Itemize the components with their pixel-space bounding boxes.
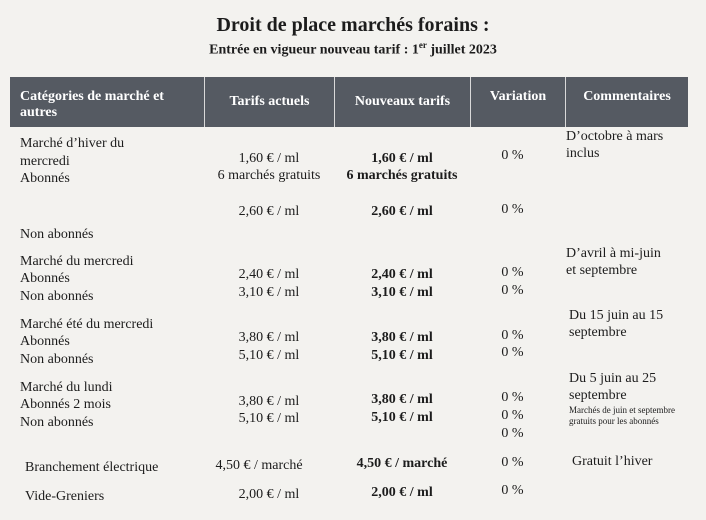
cat-hiver-line2: mercredi xyxy=(20,154,70,169)
cat-lundi-line3: Non abonnés xyxy=(20,415,94,430)
cat-electrique: Branchement électrique xyxy=(25,460,159,475)
cat-mercredi-line1: Marché du mercredi xyxy=(20,254,134,269)
var-ete-1: 0 % xyxy=(501,328,524,343)
new-hiver-2: 6 marchés gratuits xyxy=(346,168,458,183)
act-mercredi-2: 3,10 € / ml xyxy=(238,285,300,300)
header-variation: Variation xyxy=(470,77,565,127)
cat-vide-greniers: Vide-Greniers xyxy=(25,489,105,504)
var-mercredi-2: 0 % xyxy=(501,283,524,298)
new-vide-greniers: 2,00 € / ml xyxy=(371,485,433,500)
act-hiver-1: 1,60 € / ml xyxy=(238,151,300,166)
cat-ete-line1: Marché été du mercredi xyxy=(20,317,154,332)
act-electrique: 4,50 € / marché xyxy=(215,458,303,473)
com-electrique: Gratuit l’hiver xyxy=(572,454,653,469)
com-lundi-2: septembre xyxy=(569,388,627,403)
act-vide-greniers: 2,00 € / ml xyxy=(238,487,300,502)
com-mercredi-1: D’avril à mi-juin xyxy=(566,246,661,261)
header-categories: Catégories de marché et autres xyxy=(20,89,164,120)
new-mercredi-2: 3,10 € / ml xyxy=(371,285,433,300)
new-hiver-1: 1,60 € / ml xyxy=(371,151,433,166)
page-title: Droit de place marchés forains : xyxy=(216,14,490,36)
page-subtitle xyxy=(0,40,706,59)
com-lundi-note: Marchés de juin et septembre gratuits pour les abonnés xyxy=(569,405,675,426)
act-hiver-3: 2,60 € / ml xyxy=(238,204,300,219)
com-ete-1: Du 15 juin au 15 xyxy=(569,308,664,323)
new-hiver-3: 2,60 € / ml xyxy=(371,204,433,219)
cat-ete-line3: Non abonnés xyxy=(20,352,94,367)
cat-hiver-line3: Abonnés xyxy=(20,171,70,186)
com-ete-2: septembre xyxy=(569,325,627,340)
var-ete-2: 0 % xyxy=(501,345,524,360)
act-ete-2: 5,10 € / ml xyxy=(238,348,300,363)
new-electrique: 4,50 € / marché xyxy=(356,456,448,471)
var-hiver-2: 0 % xyxy=(501,202,524,217)
var-electrique: 0 % xyxy=(501,455,524,470)
header-commentaires: Commentaires xyxy=(565,77,688,127)
com-hiver-1: D’octobre à mars xyxy=(566,129,664,144)
cat-lundi-line2: Abonnés 2 mois xyxy=(20,397,111,412)
act-ete-1: 3,80 € / ml xyxy=(238,330,300,345)
cat-ete-line2: Abonnés xyxy=(20,334,70,349)
cat-lundi-line1: Marché du lundi xyxy=(20,380,113,395)
com-lundi-1: Du 5 juin au 25 xyxy=(569,371,657,386)
var-lundi-2: 0 % xyxy=(501,408,524,423)
new-mercredi-1: 2,40 € / ml xyxy=(371,267,433,282)
subtitle-suffix: juillet 2023 xyxy=(426,42,497,58)
act-lundi-2: 5,10 € / ml xyxy=(238,411,300,426)
var-lundi-1: 0 % xyxy=(501,390,524,405)
subtitle-sup: er xyxy=(418,40,427,50)
header-tarifs-actuels: Tarifs actuels xyxy=(204,77,334,127)
cat-mercredi-line2: Abonnés xyxy=(20,271,70,286)
new-lundi-1: 3,80 € / ml xyxy=(371,392,433,407)
new-lundi-2: 5,10 € / ml xyxy=(371,410,433,425)
act-mercredi-1: 2,40 € / ml xyxy=(238,267,300,282)
cat-mercredi-line3: Non abonnés xyxy=(20,289,94,304)
com-mercredi-2: et septembre xyxy=(566,263,638,278)
cat-hiver-line1: Marché d’hiver du xyxy=(20,136,125,151)
var-mercredi-1: 0 % xyxy=(501,265,524,280)
new-ete-2: 5,10 € / ml xyxy=(371,348,433,363)
var-vide-greniers: 0 % xyxy=(501,483,524,498)
var-hiver-1: 0 % xyxy=(501,148,524,163)
new-ete-1: 3,80 € / ml xyxy=(371,330,433,345)
act-lundi-1: 3,80 € / ml xyxy=(238,394,300,409)
com-hiver-2: inclus xyxy=(566,146,600,161)
table-header xyxy=(10,77,688,127)
cat-hiver-line4: Non abonnés xyxy=(20,227,94,242)
act-hiver-2: 6 marchés gratuits xyxy=(217,168,321,183)
subtitle-prefix: Entrée en vigueur nouveau tarif : 1 xyxy=(209,42,419,58)
header-nouveaux-tarifs: Nouveaux tarifs xyxy=(334,77,470,127)
var-lundi-3: 0 % xyxy=(501,426,524,441)
